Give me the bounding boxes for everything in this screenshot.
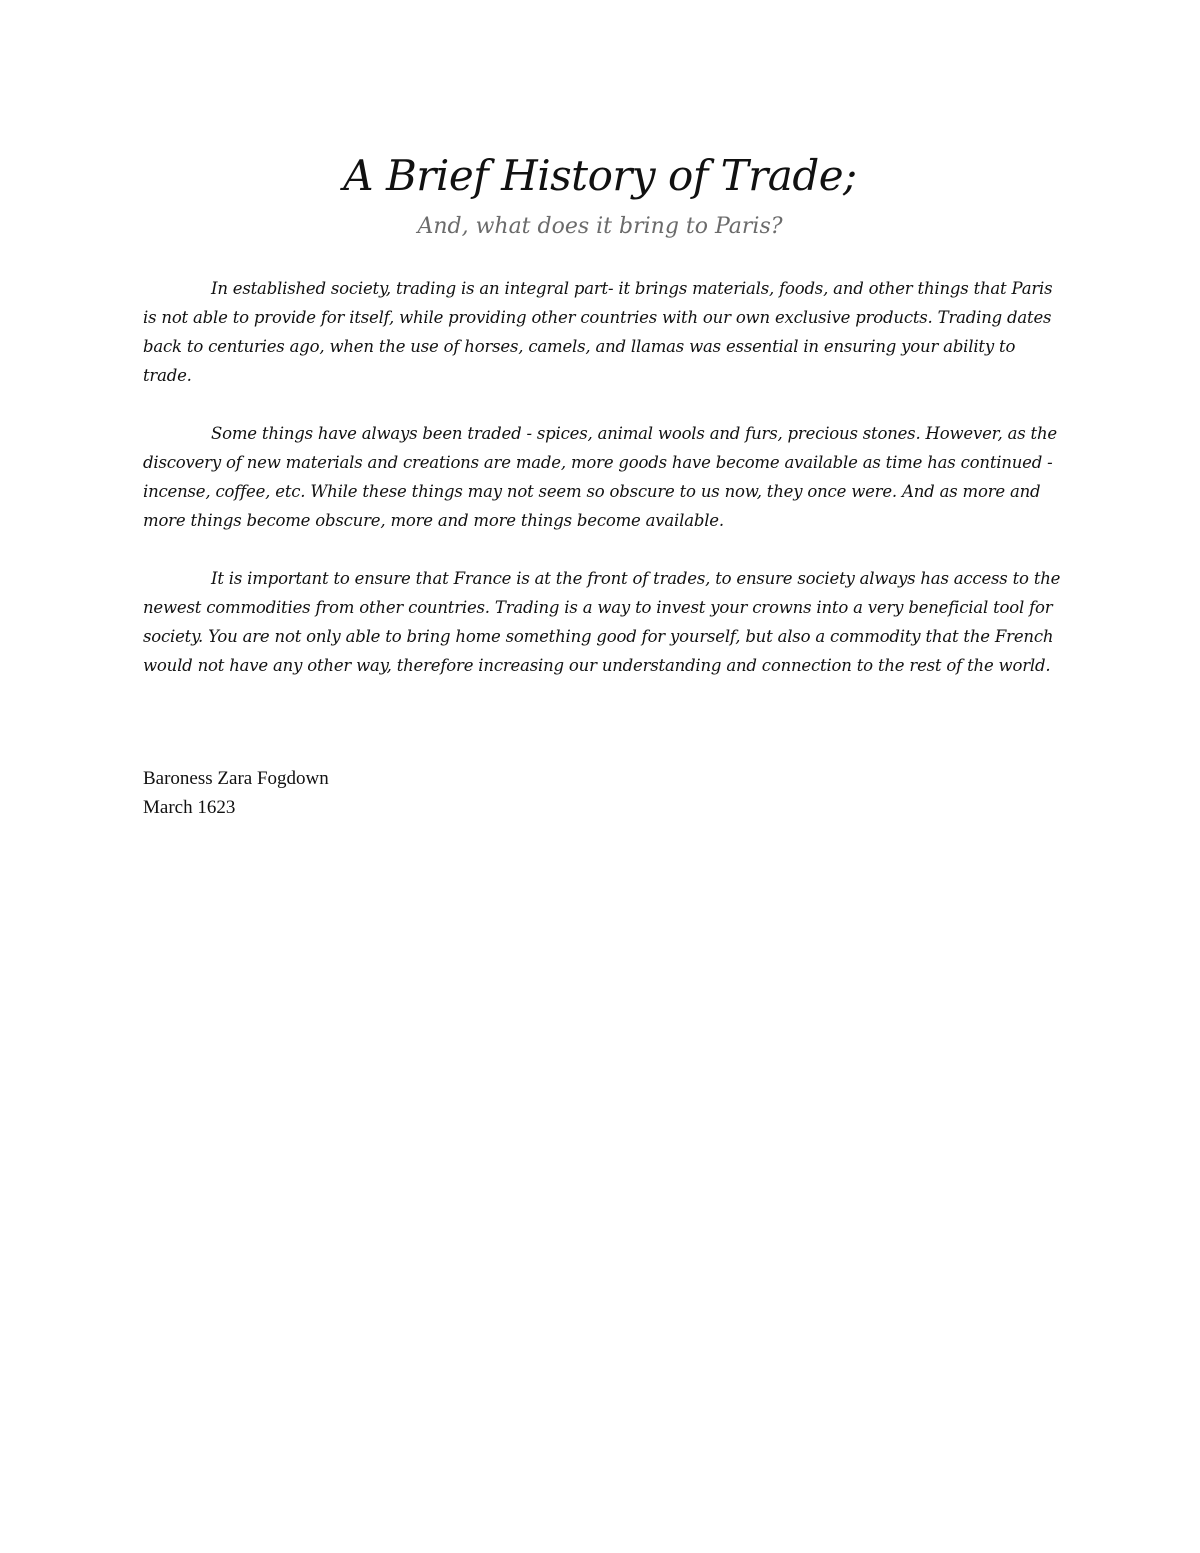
document-title: A Brief History of Trade; [343,151,857,200]
body-paragraph: Some things have always been traded - spices, animal wools and furs, precious stones. However, as the discovery of new materials and creations are made, more goods have become available as time has continued - incense, coffee, etc. While these things may not seem so obscure to us now, they once were. And as more and more things become obscure, more and more things become available. [143,424,1057,530]
signature-block [143,764,329,822]
signature-name: Baroness Zara Fogdown [143,768,329,789]
document-body [143,274,1063,709]
signature-date: March 1623 [143,797,236,818]
body-paragraph: In established society, trading is an integral part- it brings materials, foods, and other things that Paris is not able to provide for itself, while providing other countries with our own exclusive products. Trading dates back to centuries ago, when the use of horses, camels, and llamas was essential in ensuring your ability to trade. [143,279,1053,385]
body-paragraph: It is important to ensure that France is at the front of trades, to ensure society always has access to the newest commodities from other countries. Trading is a way to invest your crowns into a very beneficial tool for society. You are not only able to bring home something good for yourself, but also a commodity that the French would not have any other way, therefore increasing our understanding and connection to the rest of the world. [143,569,1061,675]
document-subtitle: And, what does it bring to Paris? [417,214,783,239]
